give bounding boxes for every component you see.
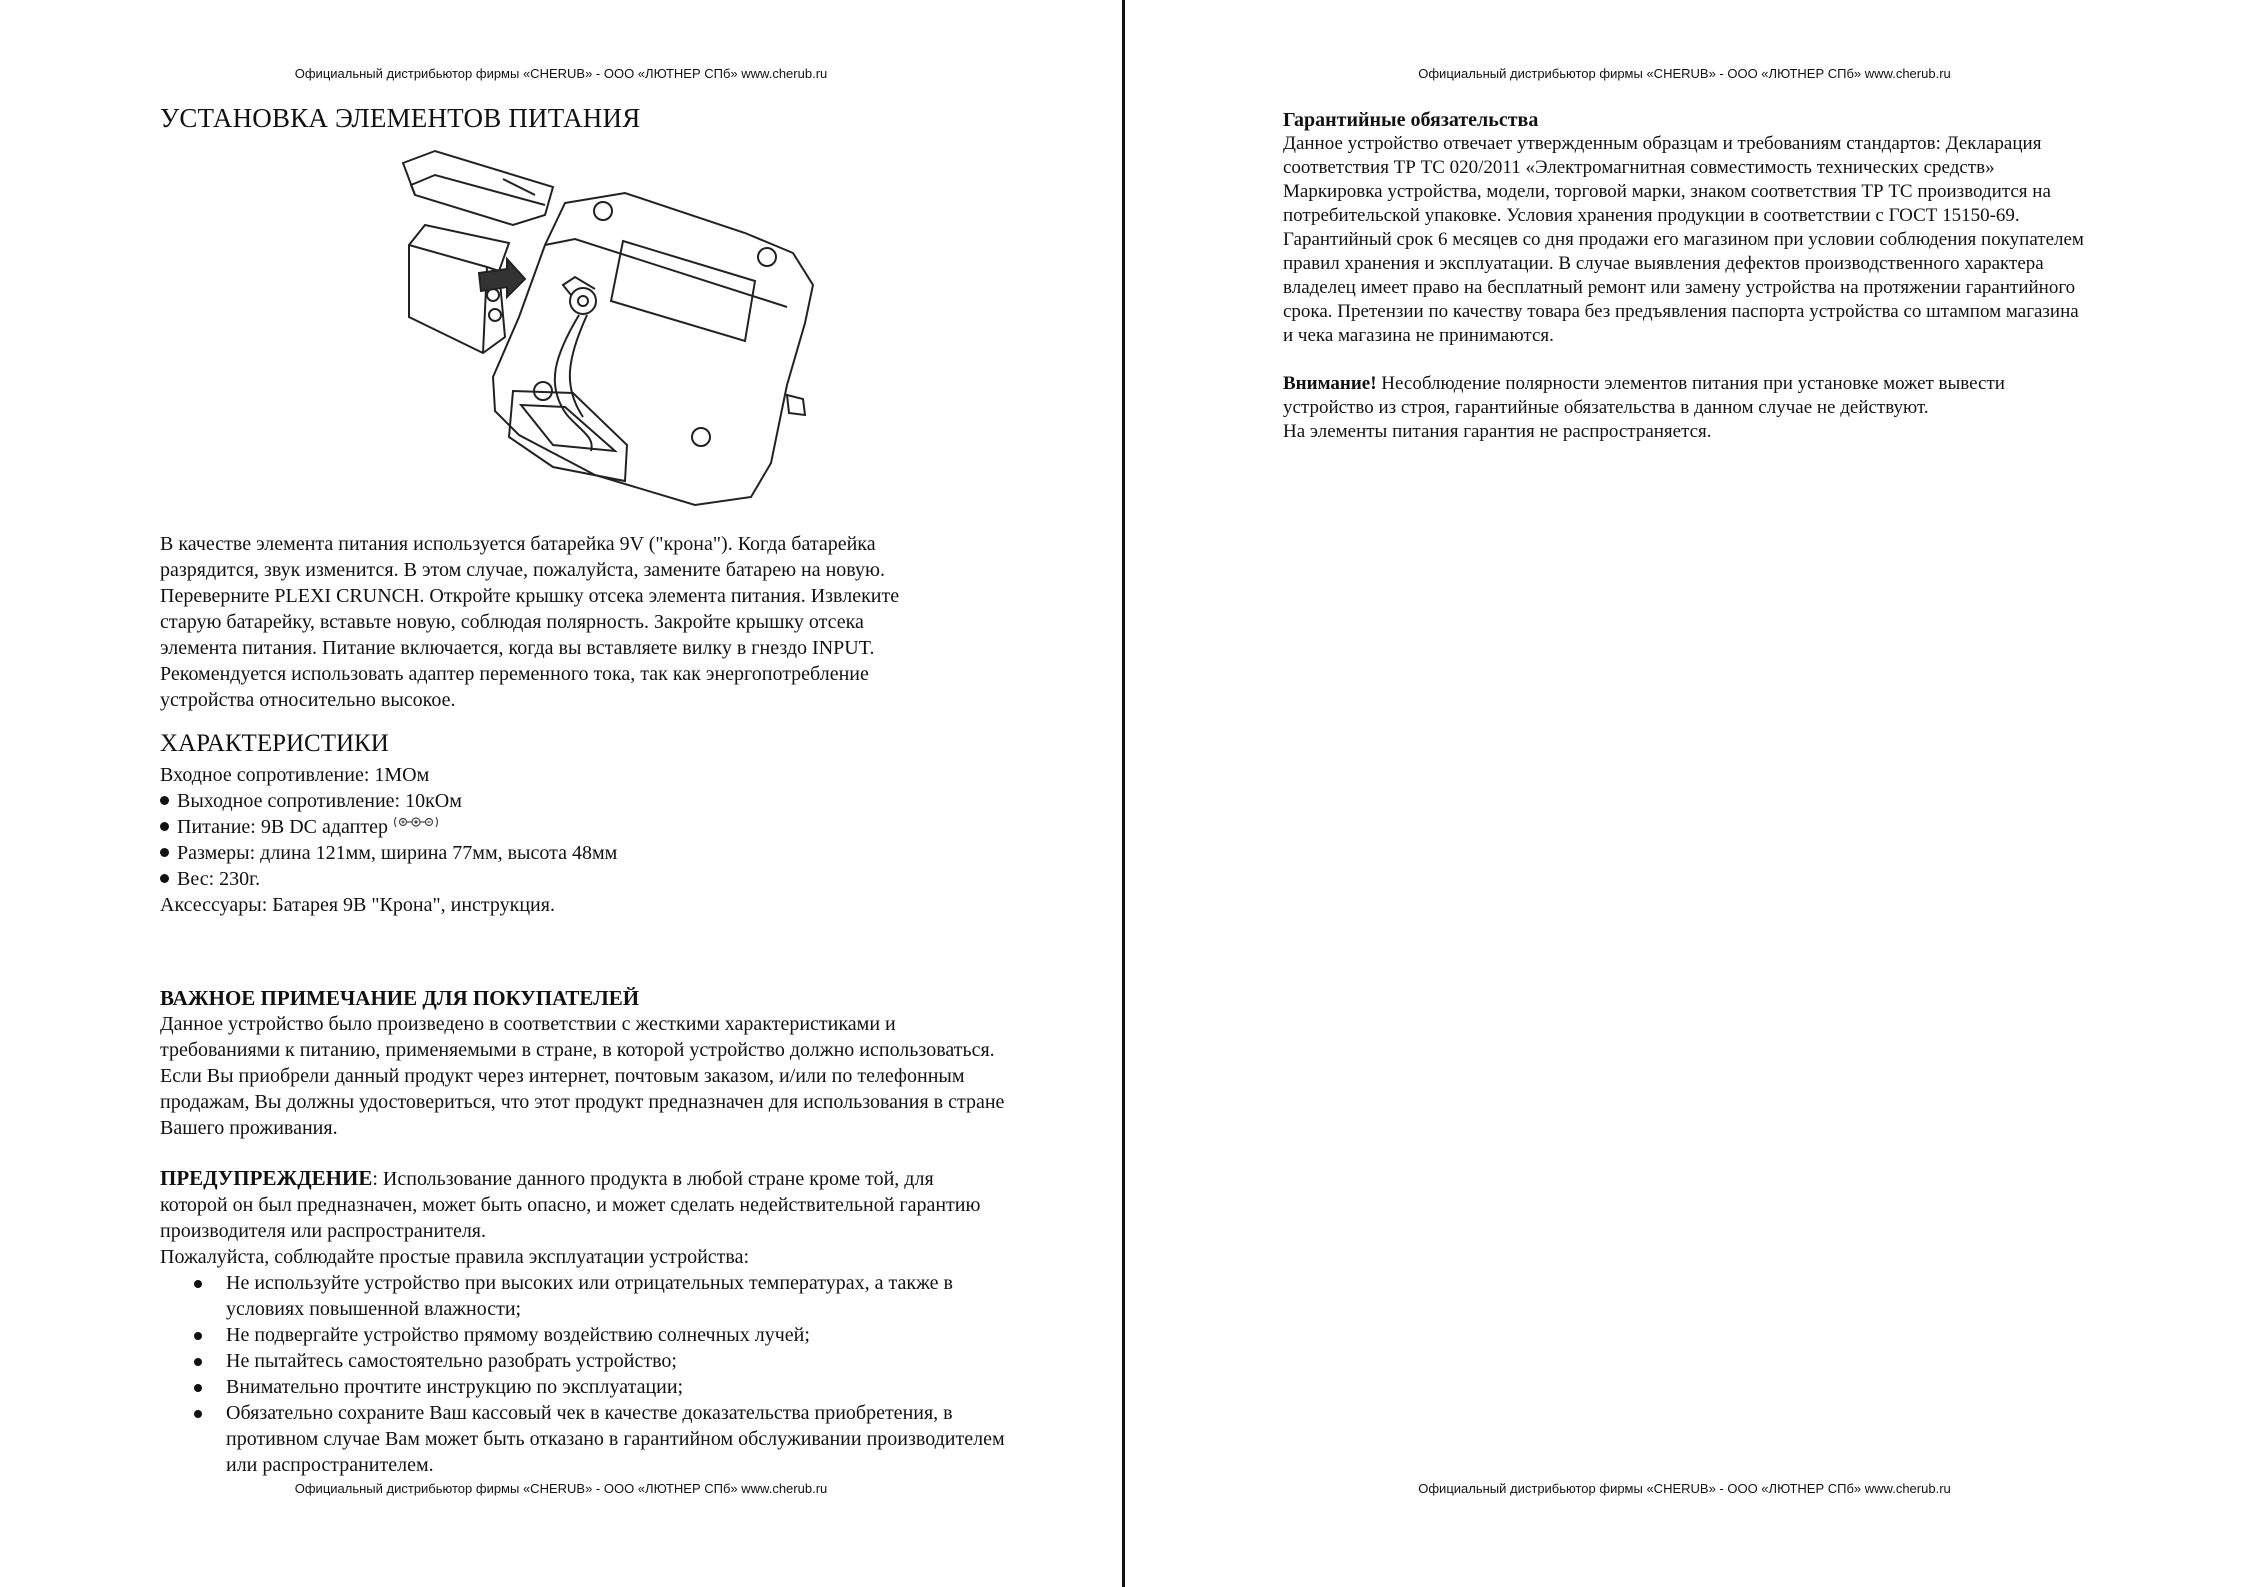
- bullet-icon: [160, 874, 169, 883]
- warranty-line: Данное устройство отвечает утвержденным образцам и требованиям стандартов: Декларация: [1283, 133, 2042, 154]
- battery-line: В качестве элемента питания используется батарейка 9V ("крона"). Когда батарейка: [160, 533, 876, 555]
- battery-line: Переверните PLEXI CRUNCH. Откройте крышку отсека элемента питания. Извлеките: [160, 585, 900, 607]
- battery-installation-title: УСТАНОВКА ЭЛЕМЕНТОВ ПИТАНИЯ: [160, 103, 641, 133]
- battery-line: разрядится, звук изменится. В этом случае, пожалуйста, замените батарею на новую.: [160, 559, 885, 581]
- battery-installation-illustration: [395, 145, 835, 515]
- page-header: Официальный дистрибьютор фирмы «CHERUB» - ООО «ЛЮТНЕР СПб» www.cherub.ru: [1418, 66, 1951, 81]
- page-footer: Официальный дистрибьютор фирмы «CHERUB» - ООО «ЛЮТНЕР СПб» www.cherub.ru: [1418, 1481, 1951, 1496]
- battery-paragraph: [160, 531, 1060, 713]
- bullet-icon: [194, 1358, 202, 1366]
- rule-item: Не используйте устройство при высоких или отрицательных температурах, а также в условиях повышенной влажности;: [160, 1270, 1060, 1322]
- important-note-title: ВАЖНОЕ ПРИМЕЧАНИЕ ДЛЯ ПОКУПАТЕЛЕЙ: [160, 986, 640, 1010]
- attention-text: Несоблюдение полярности элементов питания при установке может вывести: [1376, 373, 2005, 394]
- warning-text: : Использование данного продукта в любой стране кроме той, для: [372, 1168, 934, 1190]
- warranty-section: [1283, 108, 2183, 444]
- page-footer: Официальный дистрибьютор фирмы «CHERUB» - ООО «ЛЮТНЕР СПб» www.cherub.ru: [294, 1481, 828, 1496]
- bullet-icon: [194, 1332, 202, 1340]
- warranty-line: владелец имеет право на бесплатный ремонт или замену устройства на протяжении гарантийного: [1283, 277, 2076, 298]
- rule-item: Не подвергайте устройство прямому воздействию солнечных лучей;: [160, 1322, 1060, 1348]
- rule-item: Обязательно сохраните Ваш кассовый чек в качестве доказательства приобретения, в противном случае Вам может быть отказано в гарантийном обслуживании производителем или распространителем.: [160, 1400, 1060, 1478]
- specifications-list: [160, 762, 1060, 918]
- battery-line: элемента питания. Питание включается, когда вы вставляете вилку в гнездо INPUT.: [160, 637, 875, 659]
- warranty-title: Гарантийные обязательства: [1283, 109, 1539, 131]
- polarity-icon: [392, 814, 440, 830]
- important-note-section: [160, 985, 1060, 1478]
- important-line: Если Вы приобрели данный продукт через интернет, почтовым заказом, и/или по телефонным: [160, 1065, 965, 1087]
- bullet-icon: [160, 848, 169, 857]
- spec-item: [160, 866, 1060, 892]
- rule-item: Не пытайтесь самостоятельно разобрать устройство;: [160, 1348, 1060, 1374]
- spec-power: Питание: 9В DC адаптер: [177, 816, 388, 838]
- attention-first-line: [1283, 372, 2183, 396]
- important-line: продажам, Вы должны удостовериться, что этот продукт предназначен для использования в стране: [160, 1091, 1005, 1113]
- battery-line: Рекомендуется использовать адаптер переменного тока, так как энергопотребление: [160, 663, 869, 685]
- bullet-icon: [160, 822, 169, 831]
- page-header: Официальный дистрибьютор фирмы «CHERUB» - ООО «ЛЮТНЕР СПб» www.cherub.ru: [294, 66, 828, 81]
- warning-line: производителя или распространителя.: [160, 1220, 486, 1242]
- page-divider: [1122, 0, 1125, 1587]
- warranty-line: правил хранения и эксплуатации. В случае выявления дефектов производственного характера: [1283, 253, 2044, 274]
- rule-item: Внимательно прочтите инструкцию по эксплуатации;: [160, 1374, 1060, 1400]
- warranty-line: срока. Претензии по качеству товара без предъявления паспорта устройства со штампом магазина: [1283, 301, 2079, 322]
- warranty-line: соответствия ТР ТС 020/2011 «Электромагнитная совместимость технических средств»: [1283, 157, 1995, 178]
- spec-item: [160, 788, 1060, 814]
- warranty-line: и чека магазина не принимаются.: [1283, 325, 1554, 346]
- warranty-line: потребительской упаковке. Условия хранения продукции в соответствии с ГОСТ 15150-69.: [1283, 205, 2020, 226]
- specifications-title: ХАРАКТЕРИСТИКИ: [160, 730, 389, 757]
- warning-first-line: [160, 1165, 1060, 1192]
- usage-rules-list: [160, 1270, 1060, 1478]
- attention-label: Внимание!: [1283, 373, 1377, 394]
- important-line: Данное устройство было произведено в соответствии с жесткими характеристиками и: [160, 1013, 896, 1035]
- attention-line: На элементы питания гарантия не распространяется.: [1283, 421, 1712, 442]
- warranty-line: Гарантийный срок 6 месяцев со дня продажи его магазином при условии соблюдения покупателем: [1283, 229, 2084, 250]
- spec-accessories: Аксессуары: Батарея 9В "Крона", инструкция.: [160, 894, 555, 916]
- bullet-icon: [194, 1384, 202, 1392]
- battery-line: устройства относительно высокое.: [160, 689, 456, 711]
- warning-line: которой он был предназначен, может быть опасно, и может сделать недействительной гарантию: [160, 1194, 981, 1216]
- warning-line: Пожалуйста, соблюдайте простые правила эксплуатации устройства:: [160, 1246, 750, 1268]
- warranty-line: Маркировка устройства, модели, торговой марки, знаком соответствия ТР ТС производится на: [1283, 181, 2051, 202]
- spec-dimensions: Размеры: длина 121мм, ширина 77мм, высота 48мм: [177, 842, 618, 864]
- warning-label: ПРЕДУПРЕЖДЕНИЕ: [160, 1166, 373, 1190]
- spec-weight: Вес: 230г.: [177, 868, 261, 890]
- spec-item: [160, 840, 1060, 866]
- attention-line: устройство из строя, гарантийные обязательства в данном случае не действуют.: [1283, 397, 1929, 418]
- bullet-icon: [194, 1410, 202, 1418]
- spec-output-impedance: Выходное сопротивление: 10кОм: [177, 790, 462, 812]
- spec-item: [160, 814, 1060, 840]
- important-line: Вашего проживания.: [160, 1117, 338, 1139]
- bullet-icon: [194, 1280, 202, 1288]
- spec-input-impedance: Входное сопротивление: 1МОм: [160, 764, 430, 786]
- important-line: требованиями к питанию, применяемыми в стране, в которой устройство должно использоваться.: [160, 1039, 995, 1061]
- battery-line: старую батарейку, вставьте новую, соблюдая полярность. Закройте крышку отсека: [160, 611, 864, 633]
- bullet-icon: [160, 796, 169, 805]
